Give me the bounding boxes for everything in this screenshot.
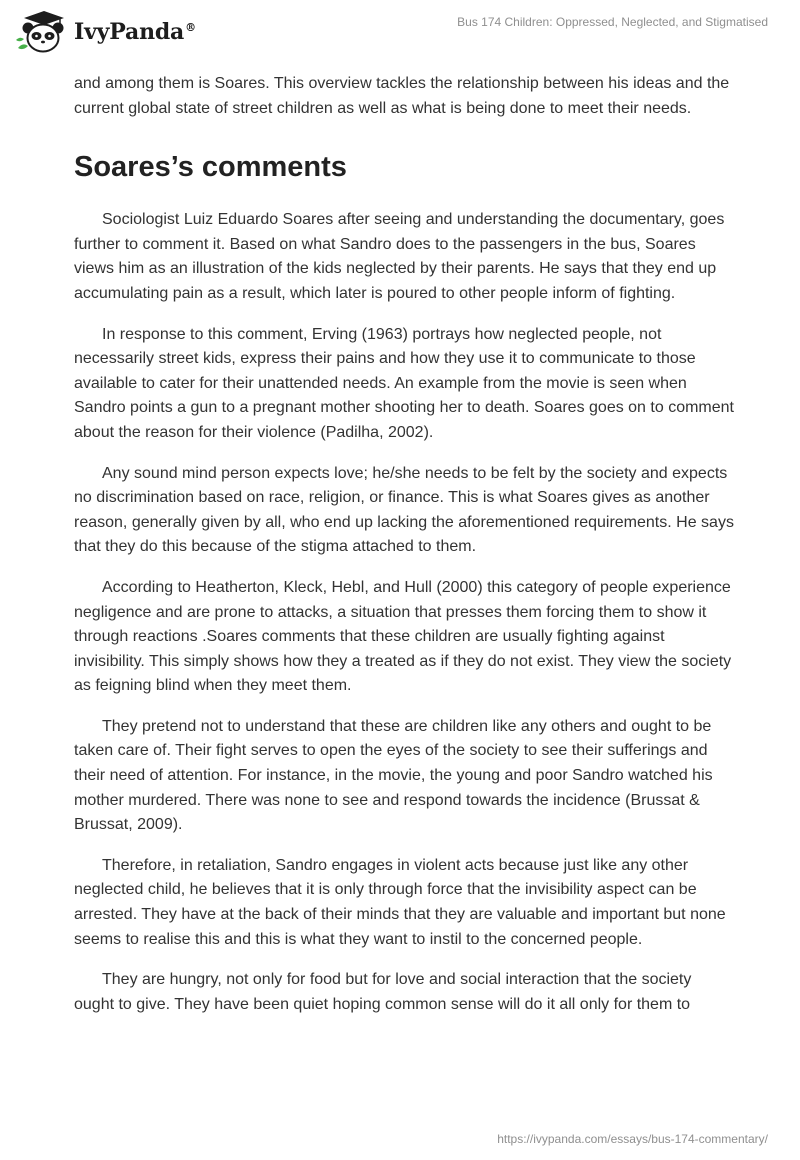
- brand-name: IvyPanda®: [74, 19, 196, 45]
- page-header: [0, 0, 800, 66]
- body-paragraph: They pretend not to understand that these are children like any others and ought to be taken care of. Their fight serves to open the eyes of the society to see their sufferings and their need of attention. For instance, in the movie, the young and poor Sandro watched his mother murdered. There was none to see and respond towards the incidence (Brussat & Brussat, 2009).: [74, 717, 713, 834]
- body-paragraph: According to Heatherton, Kleck, Hebl, and Hull (2000) this category of people experience negligence and are prone to attacks, a situation that presses them forcing them to show it through reactions .Soares comments that these children are usually fighting against invisibility. This simply shows how they a treated as if they do not exist. They view the society as feigning blind when they meet them.: [74, 578, 732, 695]
- body-paragraph: In response to this comment, Erving (1963) portrays how neglected people, not necessarily street kids, express their pains and how they use it to communicate to those available to cater for their unattended needs. An example from the movie is seen when Sandro points a gun to a pregnant mother shooting her to death. Soares goes on to comment about the reason for their violence (Padilha, 2002).: [74, 325, 734, 441]
- body-paragraph: Therefore, in retaliation, Sandro engages in violent acts because just like any other neglected child, he believes that it is only through force that the invisibility aspect can be arrested. They have at the back of their minds that they are valuable and important but none seems to realise this and this is what they want to instil to the concerned people.: [74, 856, 726, 948]
- section-heading: Soares’s comments: [74, 151, 347, 184]
- body-paragraph: Any sound mind person expects love; he/she needs to be felt by the society and expects no discrimination based on race, religion, or finance. This is what Soares gives as another reason, generally given by all, who end up lacking the aforementioned requirements. He says that they do this because of the stigma attached to them.: [74, 464, 734, 556]
- panda-mascot-icon: [14, 8, 70, 56]
- source-url[interactable]: https://ivypanda.com/essays/bus-174-commentary/: [497, 1132, 768, 1146]
- body-paragraph: Sociologist Luiz Eduardo Soares after seeing and understanding the documentary, goes further to comment it. Based on what Sandro does to the passengers in the bus, Soares views him as an illustration of the kids neglected by their parents. He says that they end up accumulating pain as a result, which later is poured to other people inform of fighting.: [74, 211, 725, 302]
- article-body: [74, 72, 734, 1033]
- registered-mark: ®: [185, 20, 196, 34]
- document-title: Bus 174 Children: Oppressed, Neglected, and Stigmatised: [457, 15, 768, 29]
- ivypanda-logo[interactable]: [14, 8, 196, 56]
- body-paragraph: They are hungry, not only for food but for love and social interaction that the society ought to give. They have been quiet hoping common sense will do it all only for them to: [74, 971, 692, 1013]
- intro-paragraph: and among them is Soares. This overview tackles the relationship between his ideas and the current global state of street children as well as what is being done to meet their needs.: [74, 75, 730, 117]
